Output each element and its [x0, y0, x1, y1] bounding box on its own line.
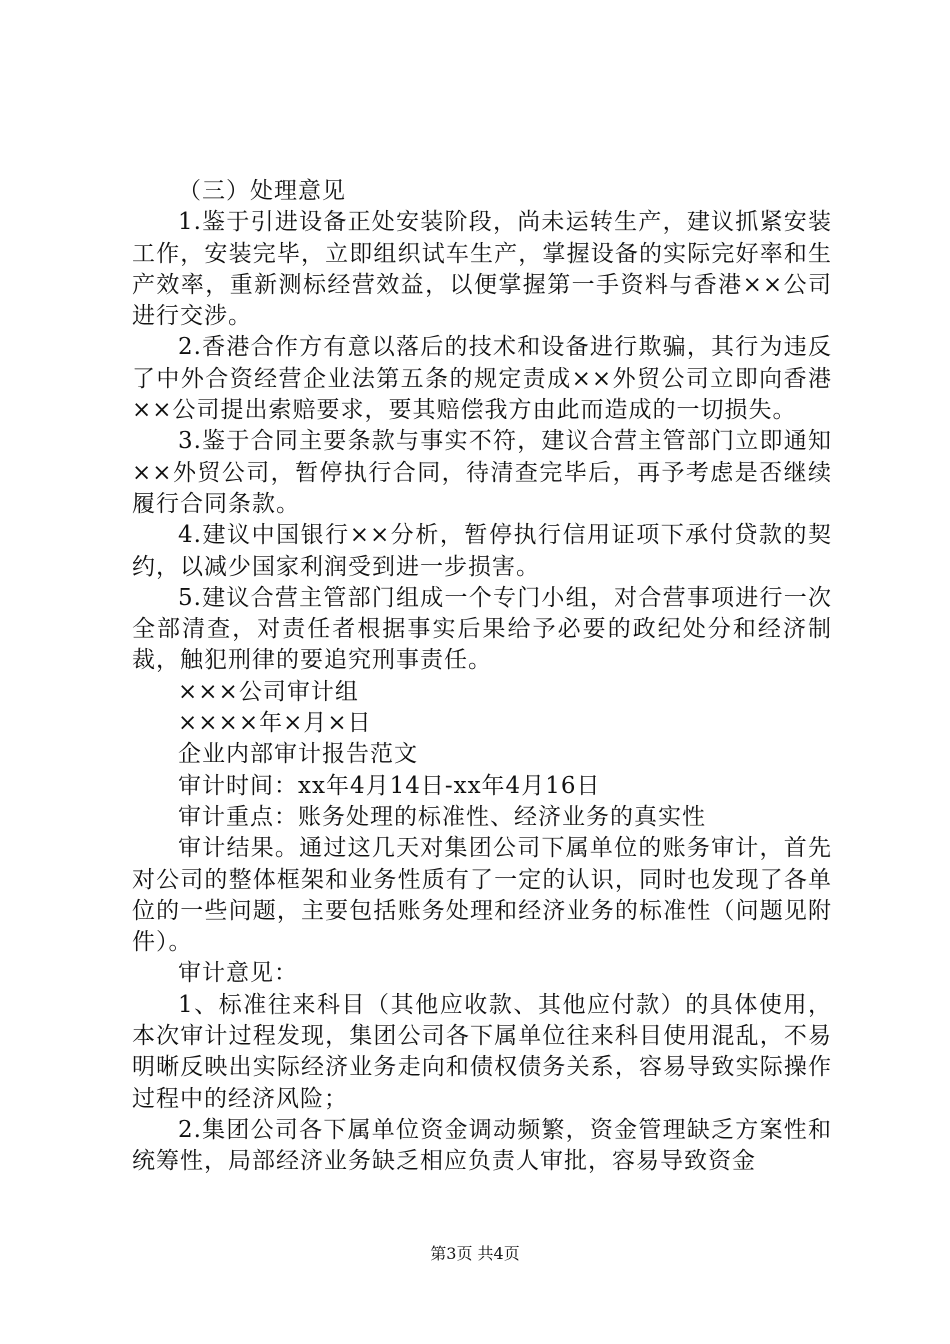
- paragraph-opinion-4: 4.建议中国银行××分析，暂停执行信用证项下承付贷款的契约，以减少国家利润受到进一步损害。: [132, 522, 832, 580]
- signature-date: ××××年×月×日: [178, 710, 372, 737]
- document-body: [132, 176, 832, 1178]
- section-heading: （三）处理意见: [178, 178, 346, 204]
- audit-result: 审计结果。通过这几天对集团公司下属单位的账务审计，首先对公司的整体框架和业务性质有了一定的认识，同时也发现了各单位的一些问题，主要包括账务处理和经济业务的标准性（问题见附件）。: [132, 835, 832, 956]
- paragraph-opinion-2: 2.香港合作方有意以落后的技术和设备进行欺骗，其行为违反了中外合资经营企业法第五条的规定责成××外贸公司立即向香港××公司提出索赔要求，要其赔偿我方由此而造成的一切损失。: [132, 334, 832, 424]
- audit-opinion-heading: 审计意见：: [178, 960, 298, 987]
- signature-audit-group: ×××公司审计组: [178, 678, 359, 705]
- audit-opinion-1: 1、标准往来科目（其他应收款、其他应付款）的具体使用，本次审计过程发现，集团公司各下属单位往来科目使用混乱，不易明晰反映出实际经济业务走向和债权债务关系，容易导致实际操作过程中的经济风险；: [132, 991, 832, 1112]
- page-number-footer: 第3页 共4页: [430, 1244, 520, 1263]
- paragraph-opinion-1: 1.鉴于引进设备正处安装阶段，尚未运转生产，建议抓紧安装工作，安装完毕，立即组织试车生产，掌握设备的实际完好率和生产效率，重新测标经营效益，以便掌握第一手资料与香港××公司进行交涉。: [132, 209, 832, 330]
- report-title: 企业内部审计报告范文: [178, 741, 418, 768]
- paragraph-opinion-5: 5.建议合营主管部门组成一个专门小组，对合营事项进行一次全部清查，对责任者根据事实后果给予必要的政纪处分和经济制裁，触犯刑律的要追究刑事责任。: [132, 584, 832, 674]
- audit-opinion-2: 2.集团公司各下属单位资金调动频繁，资金管理缺乏方案性和统筹性，局部经济业务缺乏相应负责人审批，容易导致资金: [132, 1116, 832, 1175]
- audit-time: 审计时间：xx年4月14日-xx年4月16日: [178, 772, 601, 799]
- paragraph-opinion-3: 3.鉴于合同主要条款与事实不符，建议合营主管部门立即通知××外贸公司，暂停执行合同，待清查完毕后，再予考虑是否继续履行合同条款。: [132, 428, 832, 517]
- audit-focus: 审计重点：账务处理的标准性、经济业务的真实性: [178, 803, 706, 830]
